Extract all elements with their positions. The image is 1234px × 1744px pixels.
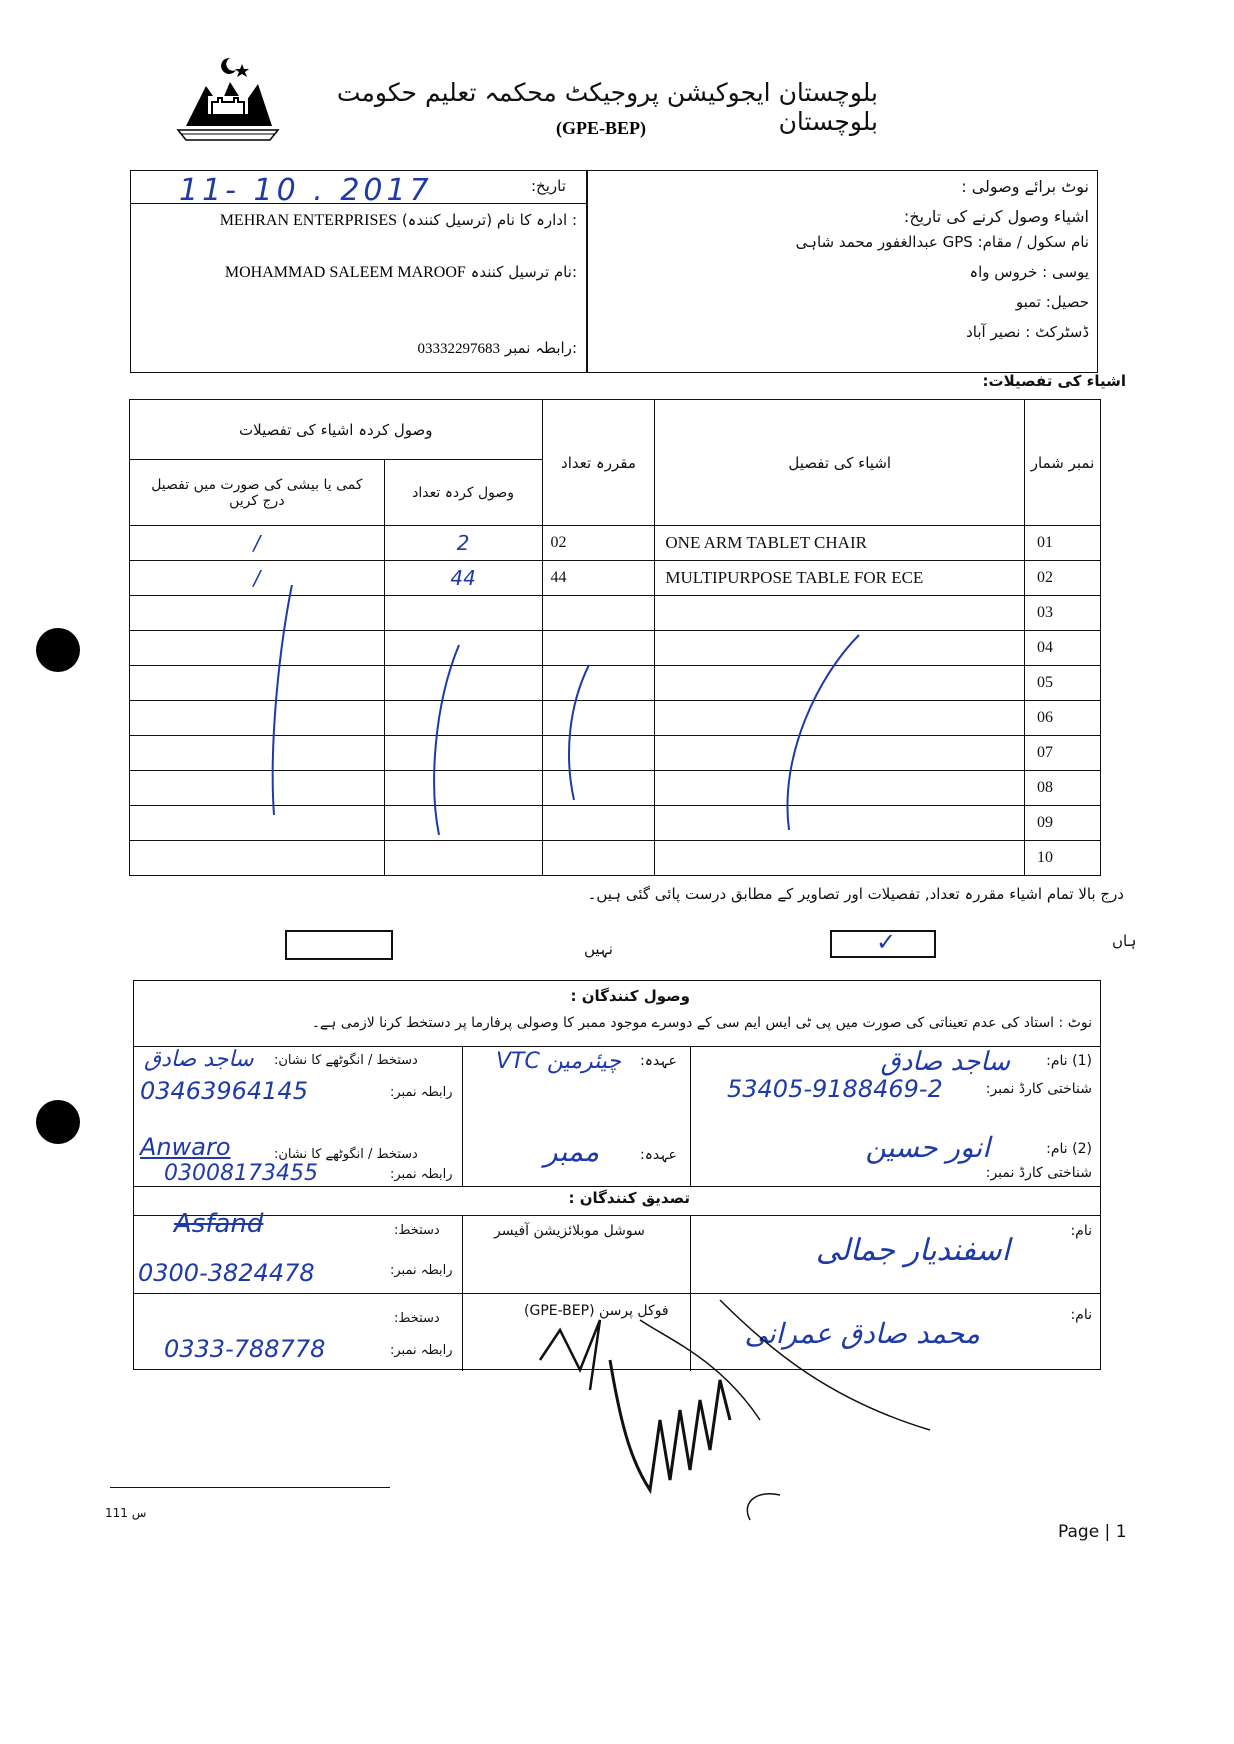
footnote-rule (110, 1487, 390, 1488)
v2-role: فوکل پرسن (GPE-BEP) (524, 1303, 669, 1319)
received-qty-cell: 2 (384, 526, 542, 561)
no-checkbox[interactable] (285, 930, 393, 960)
document-code: (GPE-BEP) (556, 118, 646, 138)
fixed-qty-cell: 44 (542, 561, 655, 596)
r1-sign: ساجد صادق (144, 1047, 254, 1072)
district-value: نصیر آباد (966, 323, 1021, 341)
uc-row (969, 263, 1089, 281)
document-title: بلوچستان ایجوکیشن پروجیکٹ محکمہ تعلیم حکومت بلوچستان (336, 78, 878, 136)
pen-stroke (710, 1290, 1010, 1530)
tehsil-label: حصیل: (1045, 293, 1089, 311)
v2-contact-label: رابطہ نمبر: (390, 1343, 453, 1358)
r2-cnic-label: شناختی کارڈ نمبر: (985, 1165, 1092, 1181)
contact-row (418, 339, 577, 358)
balochistan-emblem-icon (168, 48, 288, 148)
serial-cell: 08 (1025, 771, 1101, 806)
tehsil-row (1016, 293, 1089, 311)
page-number: Page | 1 (1058, 1522, 1127, 1542)
desc-cell: ONE ARM TABLET CHAIR (655, 526, 1025, 561)
col-divider-left (462, 1046, 463, 1186)
tehsil-value: تمبو (1015, 293, 1041, 311)
items-heading: اشیاء کی تفصیلات: (982, 372, 1126, 390)
serial-cell: 02 (1025, 561, 1101, 596)
receipt-date-label: اشیاء وصول کرنے کی تاریخ: (903, 207, 1089, 226)
v1-name-label: نام: (1070, 1223, 1092, 1239)
school-value: GPS عبدالغفور محمد شاہی (795, 233, 973, 251)
date-value: 11- 10 . 2017 (179, 173, 433, 208)
sender-label: نام ترسیل کنندہ: (470, 263, 577, 281)
received-group-header: وصول کردہ اشیاء کی تفصیلات (130, 400, 543, 460)
confirmation-statement: درج بالا تمام اشیاء مقررہ تعداد, تفصیلات اور تصاویر کے مطابق درست پائی گئی ہیں۔ (587, 885, 1124, 903)
r1-name: ساجد صادق (880, 1047, 1010, 1077)
shortage-header: کمی یا بیشی کی صورت میں تفصیل درج کریں (130, 460, 385, 526)
no-label: نہیں (584, 940, 613, 958)
shortage-cell: / (130, 561, 385, 596)
sender-value: MOHAMMAD SALEEM MAROOF (224, 264, 466, 281)
punch-hole-bottom (36, 1100, 80, 1144)
r1-cnic: 53405-9188469-2 (727, 1075, 943, 1103)
r2-post-label: عہدہ: (640, 1147, 677, 1163)
v2-name: محمد صادق عمرانی (744, 1317, 980, 1350)
note-label: نوٹ برائے وصولی : (961, 177, 1089, 196)
v1-role: سوشل موبلائزیشن آفیسر (494, 1223, 645, 1239)
serial-cell: 04 (1025, 631, 1101, 666)
r2-post: ممبر (544, 1135, 600, 1168)
r1-sign-label: دستخط / انگوٹھے کا نشان: (274, 1053, 418, 1068)
r2-name: انور حسین (865, 1131, 990, 1164)
uc-label: یوسی : (1042, 263, 1089, 281)
r1-contact-label: رابطہ نمبر: (390, 1085, 453, 1100)
r1-post-label: عہدہ: (640, 1053, 677, 1069)
r2-sign: Anwaro (140, 1133, 231, 1161)
footnote: س 111 (105, 1506, 147, 1520)
r2-name-label: (2) نام: (1046, 1141, 1092, 1157)
serial-cell: 09 (1025, 806, 1101, 841)
v1-contact-label: رابطہ نمبر: (390, 1263, 453, 1278)
r1-contact: 03463964145 (140, 1077, 308, 1105)
delivery-divider (586, 171, 588, 372)
row-divider-2 (134, 1186, 1100, 1187)
yes-checkbox[interactable] (830, 930, 936, 958)
col-divider-mid (690, 1046, 691, 1186)
serial-cell: 06 (1025, 701, 1101, 736)
fixed-qty-cell: 02 (542, 526, 655, 561)
serial-header: نمبر شمار (1025, 400, 1101, 526)
yes-check-mark: ✓ (876, 928, 897, 956)
received-qty-cell: 44 (384, 561, 542, 596)
v2-name-label: نام: (1070, 1307, 1092, 1323)
r1-cnic-label: شناختی کارڈ نمبر: (985, 1081, 1092, 1097)
fixed-qty-header: مقررہ تعداد (542, 400, 655, 526)
punch-hole-top (36, 628, 80, 672)
v1-name: اسفندیار جمالی (815, 1233, 1010, 1268)
district-label: ڈسٹرکٹ : (1025, 323, 1089, 341)
r1-post: VTC چیئرمین (496, 1049, 622, 1074)
cancel-strokes (129, 585, 1101, 885)
date-label: تاریخ: (531, 177, 566, 195)
r2-contact: 03008173455 (164, 1161, 318, 1186)
r2-contact-label: رابطہ نمبر: (390, 1167, 453, 1182)
company-row (220, 211, 577, 230)
serial-cell: 07 (1025, 736, 1101, 771)
uc-value: خروس واہ (969, 263, 1038, 281)
serial-cell: 05 (1025, 666, 1101, 701)
receivers-heading: وصول کنندگان : (570, 987, 690, 1005)
serial-cell: 01 (1025, 526, 1101, 561)
v1-sign-label: دستخط: (394, 1223, 440, 1238)
desc-header: اشیاء کی تفصیل (655, 400, 1025, 526)
shortage-cell: / (130, 526, 385, 561)
r2-sign-label: دستخط / انگوٹھے کا نشان: (274, 1147, 418, 1162)
received-qty-header: وصول کردہ تعداد (384, 460, 542, 526)
delivery-info-box (130, 170, 1098, 373)
district-row (966, 323, 1089, 341)
v1-contact: 0300-3824478 (138, 1259, 315, 1287)
verifiers-heading: تصدیق کنندگان : (568, 1189, 690, 1207)
table-row (130, 526, 1101, 561)
yes-label: ہاں (1112, 932, 1137, 950)
sender-row (225, 263, 577, 282)
company-value: MEHRAN ENTERPRISES (219, 212, 398, 229)
contact-label: رابطہ نمبر: (504, 339, 577, 357)
v1-sign: Asfand (174, 1209, 264, 1239)
serial-cell: 03 (1025, 596, 1101, 631)
v2-contact: 0333-788778 (164, 1335, 326, 1363)
desc-cell: MULTIPURPOSE TABLE FOR ECE (655, 561, 1025, 596)
row-divider-3 (134, 1215, 1100, 1216)
serial-cell: 10 (1025, 841, 1101, 876)
logo (168, 48, 288, 148)
contact-value: 03332297683 (417, 341, 501, 357)
company-label: ادارہ کا نام (ترسیل کنندہ) : (401, 211, 577, 229)
v2-sign-label: دستخط: (394, 1311, 440, 1326)
receivers-note: نوٹ : استاد کی عدم تعیناتی کی صورت میں پی ٹی ایس ایم سی کے دوسرے موجود ممبر کا وصولی پرفارما پر دستخط کرنا لازمی ہے۔ (311, 1015, 1092, 1031)
r1-name-label: (1) نام: (1046, 1053, 1092, 1069)
school-label: نام سکول / مقام: (977, 233, 1089, 251)
school-row (796, 233, 1089, 251)
